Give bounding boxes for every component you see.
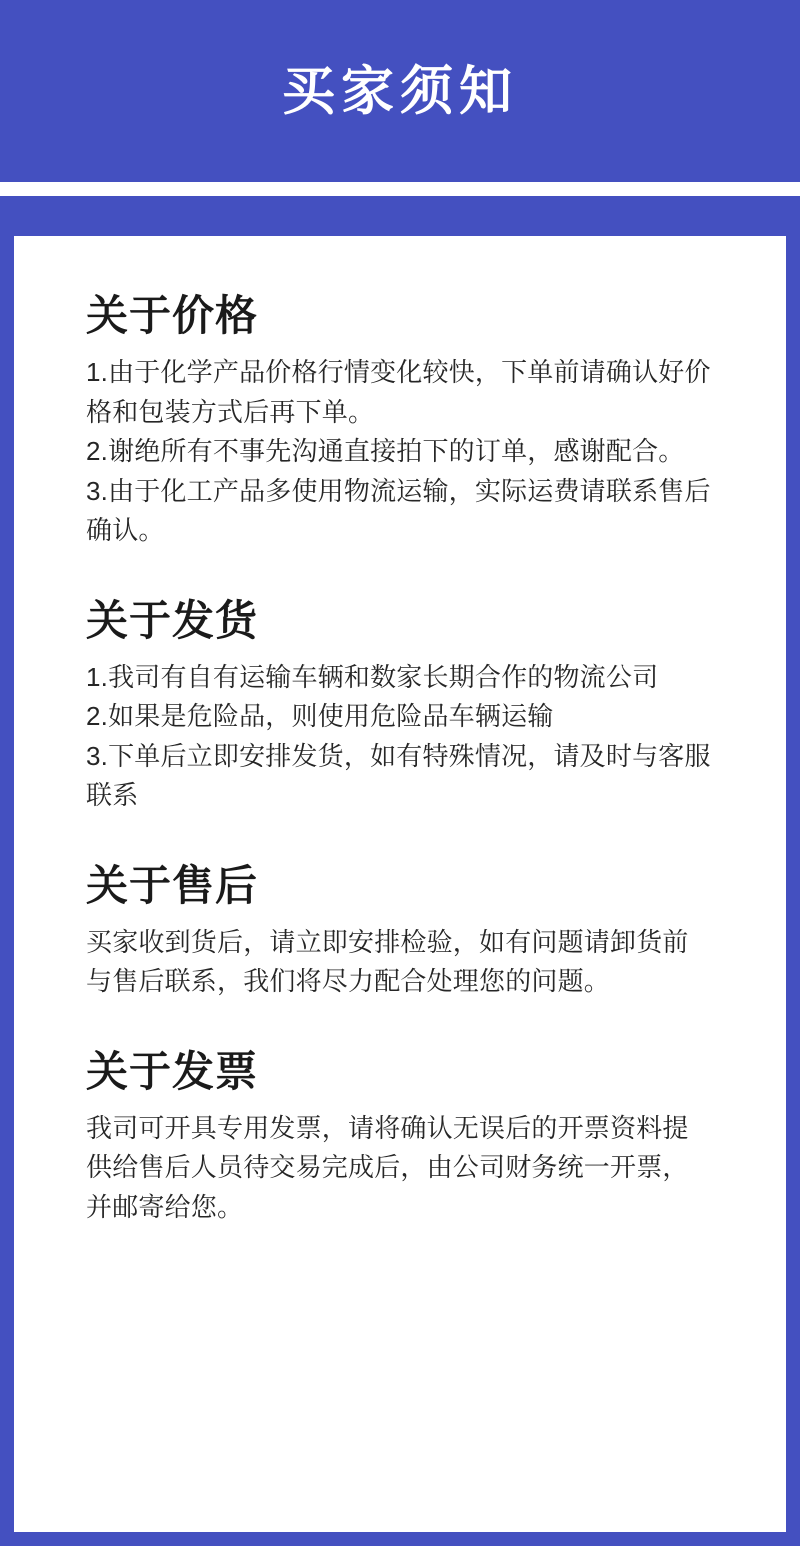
notice-line: 1.由于化学产品价格行情变化较快，下单前请确认好价格和包装方式后再下单。 — [86, 357, 711, 427]
page-title: 买家须知 — [282, 61, 518, 121]
page-header — [0, 0, 800, 182]
notice-line: 2.如果是危险品，则使用危险品车辆运输 — [86, 701, 554, 732]
notice-line: 买家收到货后，请立即安排检验，如有问题请卸货前与售后联系，我们将尽力配合处理您的问题。 — [86, 926, 689, 997]
section-title-shipping: 关于发货 — [86, 596, 259, 644]
section-title-invoice: 关于发票 — [86, 1047, 259, 1095]
notice-line: 3.下单后立即安排发货，如有特殊情况，请及时与客服联系 — [86, 740, 711, 811]
section-title-price: 关于价格 — [86, 292, 259, 339]
content-area — [0, 196, 800, 1546]
notice-line: 我司可开具专用发票，请将确认无误后的开票资料提供给售后人员待交易完成后，由公司财务统一开票，并邮寄给您。 — [86, 1112, 689, 1222]
section-invoice — [86, 1048, 714, 1228]
notice-card — [14, 236, 786, 1532]
notice-line: 1.我司有自有运输车辆和数家长期合作的物流公司 — [86, 661, 659, 692]
section-after-sales — [86, 862, 714, 1002]
notice-line: 3.由于化工产品多使用物流运输，实际运费请联系售后确认。 — [86, 475, 711, 546]
header-divider — [0, 182, 800, 196]
section-body-invoice — [86, 1109, 714, 1228]
section-body-price — [86, 353, 714, 551]
section-price — [86, 292, 714, 551]
section-title-after-sales: 关于售后 — [86, 861, 259, 909]
section-body-after-sales — [86, 923, 714, 1002]
section-shipping — [86, 597, 714, 816]
notice-line: 2.谢绝所有不事先沟通直接拍下的订单，感谢配合。 — [86, 436, 685, 467]
section-body-shipping — [86, 658, 714, 816]
